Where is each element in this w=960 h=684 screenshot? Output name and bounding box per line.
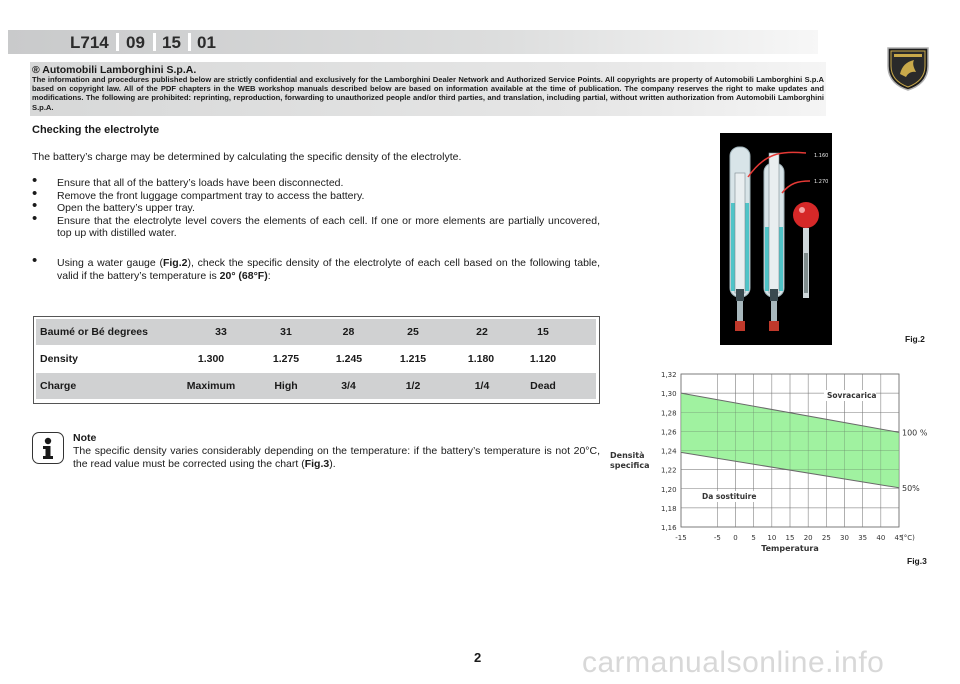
region-label-overcharged: Sovracarica <box>827 391 877 400</box>
doc-code-page: 01 <box>197 33 216 52</box>
procedure-list <box>32 172 600 240</box>
note-text: The specific density varies considerably depending on the temperature: if the battery’s temperature is not 20°C, the read value must be corrected using the chart (Fig.3). <box>73 445 600 470</box>
doc-code-section: 15 <box>162 33 181 52</box>
table-cell: 31 <box>280 326 292 338</box>
bullet-icon: • <box>32 252 38 269</box>
density-temperature-chart <box>606 366 936 558</box>
table-cell: 28 <box>342 326 355 338</box>
list-item: • Open the battery’s upper tray. <box>32 197 195 214</box>
x-axis-label: Temperatura <box>761 544 819 553</box>
doc-code-model: L714 <box>70 33 109 52</box>
region-label-replace: Da sostituire <box>702 492 757 501</box>
watermark-text: carmanualsonline.info <box>582 646 885 679</box>
x-tick-label: 0 <box>733 534 738 542</box>
bullet-icon: • <box>32 172 38 189</box>
hydrometer-illustration <box>720 133 832 345</box>
y-tick-label: 1,16 <box>661 524 677 532</box>
x-tick-label: 5 <box>751 534 756 542</box>
x-tick-label: -5 <box>713 534 721 542</box>
y-tick-label: 1,26 <box>661 428 677 437</box>
y-axis-label-line2: specifica <box>610 461 650 470</box>
row-label: Charge <box>40 380 77 392</box>
table-cell: 25 <box>407 326 419 338</box>
table-cell: Dead <box>530 380 556 392</box>
legal-title: ® Automobili Lamborghini S.p.A. <box>32 64 197 76</box>
table-cell: 1.120 <box>529 353 557 365</box>
page-number: 2 <box>474 650 482 665</box>
info-icon <box>32 432 64 464</box>
table-cell: 3/4 <box>341 380 356 392</box>
y-tick-label: 1,22 <box>661 466 677 475</box>
x-tick-label: 25 <box>821 534 831 542</box>
list-item: • Using a water gauge (Fig.2), check the specific density of the electrolyte of each cell based on the following table, valid if the battery’s temperature is 20° (68°F): <box>32 252 600 282</box>
gauge-reading-1270: 1.270 <box>814 179 829 185</box>
header-separator <box>153 33 156 51</box>
y-tick-label: 1,24 <box>661 447 677 456</box>
section-title: Checking the electrolyte <box>32 124 160 136</box>
gauge-reading-1160: 1.160 <box>814 153 829 159</box>
lamborghini-shield-logo <box>884 44 932 92</box>
table-cell: 1.300 <box>197 353 225 365</box>
table-cell: Maximum <box>186 380 236 392</box>
fig2-caption: Fig.2 <box>905 334 925 344</box>
table-cell: 1/4 <box>474 380 490 392</box>
intro-paragraph: The battery’s charge may be determined by calculating the specific density of the electrolyte. <box>32 151 462 163</box>
table-cell: 1.215 <box>399 353 427 365</box>
y-tick-label: 1,18 <box>661 504 677 513</box>
fig2-reference: Fig.2 <box>162 257 188 269</box>
series-label-1: 50% <box>902 483 920 493</box>
table-cell: 15 <box>537 326 549 338</box>
table-cell: 1/2 <box>405 380 421 392</box>
table-cell: 1.245 <box>335 353 363 365</box>
header-separator <box>188 33 191 51</box>
bullet-icon: • <box>32 197 38 214</box>
table-cell: 33 <box>215 326 227 338</box>
x-tick-label: 20 <box>803 534 813 542</box>
x-tick-label: -15 <box>675 534 687 542</box>
doc-code-group: 09 <box>126 33 145 52</box>
y-tick-label: 1,28 <box>661 409 677 418</box>
legal-text: The information and procedures published below are strictly confidential and exclusively for the Lamborghini Dealer Network and Authorized Service Points. All copyrights are property of Automobili Lamborghini S.p.A based on copyright law. All of the PDF chapters in the WEB workshop manuals described below are based on information available at the time of publication. The company reserves the right to make updates and modifications. The following are prohibited: reprinting, reproduction, forwarding to unauthorized people and/or third parties, and translation, including partial, without written authorization from Automobili Lamborghini S.p.A. <box>32 75 824 112</box>
table-cell: High <box>274 380 298 392</box>
bullet-icon: • <box>32 209 38 227</box>
table-cell: 22 <box>476 326 488 338</box>
x-tick-label: 30 <box>840 534 849 542</box>
x-tick-label: 35 <box>858 534 868 542</box>
y-tick-label: 1,30 <box>661 390 677 399</box>
y-tick-label: 1,20 <box>661 485 677 494</box>
table-cell: 1.275 <box>272 353 300 365</box>
y-tick-label: 1,32 <box>661 371 677 379</box>
note-title: Note <box>73 432 97 444</box>
row-label: Baumé or Bé degrees <box>40 326 148 338</box>
bullet-icon: • <box>32 184 38 202</box>
list-item: • Ensure that the electrolyte level covers the elements of each cell. If one or more elements are partially uncovered, top up with distilled water. <box>32 209 600 239</box>
row-label: Density <box>40 353 78 365</box>
density-table <box>33 316 600 404</box>
series-label-0: 100 % <box>902 428 928 438</box>
x-tick-label: 45 <box>894 534 904 542</box>
table-row <box>36 346 596 372</box>
list-item: • Remove the front luggage compartment tray to access the battery. <box>32 184 365 202</box>
x-unit-label: (°C) <box>901 534 915 542</box>
table-cell: 1.180 <box>467 353 495 365</box>
fig3-caption: Fig.3 <box>907 556 927 566</box>
temperature-value: 20° (68°F) <box>219 269 268 282</box>
gauge-instruction <box>32 252 600 282</box>
table-row <box>36 373 596 399</box>
x-tick-label: 40 <box>876 534 886 542</box>
x-tick-label: 10 <box>767 534 777 542</box>
list-item: • Ensure that all of the battery’s loads have been disconnected. <box>32 172 344 189</box>
x-tick-label: 15 <box>785 534 795 542</box>
y-axis-label-line1: Densità <box>610 451 645 460</box>
header-separator <box>116 33 119 51</box>
fig3-reference: Fig.3 <box>304 458 330 470</box>
table-row <box>36 319 596 345</box>
